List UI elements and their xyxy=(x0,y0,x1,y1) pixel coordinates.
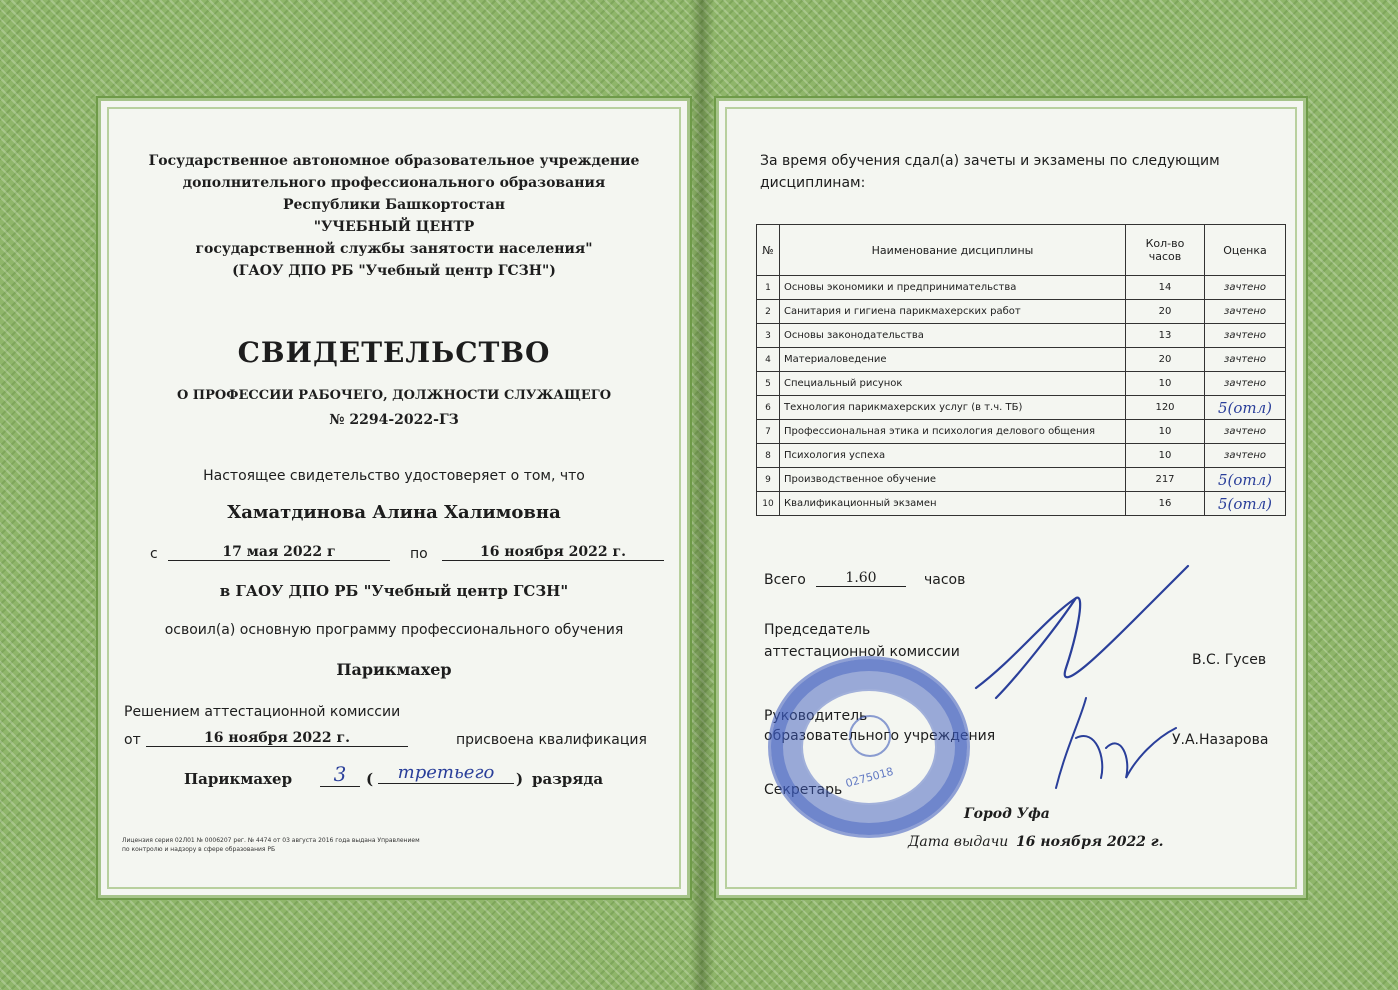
issue-city: Город Уфа xyxy=(964,806,1050,822)
chair-label-1: Председатель xyxy=(764,622,871,638)
mastered-text: освоил(а) основную программу профессионального обучения xyxy=(164,622,624,638)
table-row xyxy=(757,324,1286,348)
secretary-label: Секретарь xyxy=(764,782,843,798)
row-num: 5 xyxy=(757,372,780,396)
head-name: У.А.Назарова xyxy=(1172,732,1269,748)
certificate-left-page xyxy=(96,96,692,900)
total-unit: часов xyxy=(924,572,966,588)
certificate-subtitle: О ПРОФЕССИИ РАБОЧЕГО, ДОЛЖНОСТИ СЛУЖАЩЕГО xyxy=(176,388,612,403)
book-spine xyxy=(690,0,714,990)
row-discipline: Основы законодательства xyxy=(780,324,1126,348)
institution-name: в ГАОУ ДПО РБ "Учебный центр ГСЗН" xyxy=(219,582,569,600)
period-from-date: 17 мая 2022 г xyxy=(168,544,390,561)
row-num: 2 xyxy=(757,300,780,324)
assigned-label: присвоена квалификация xyxy=(456,732,647,748)
disciplines-table xyxy=(756,224,1286,516)
table-row xyxy=(757,300,1286,324)
profession-name: Парикмахер xyxy=(336,660,452,679)
row-discipline: Профессиональная этика и психология делового общения xyxy=(780,420,1126,444)
grade-paren-open: ( xyxy=(366,770,374,788)
head-label-2: образовательного учреждения xyxy=(764,728,996,744)
header-num: № xyxy=(757,225,780,276)
row-discipline: Санитария и гигиена парикмахерских работ xyxy=(780,300,1126,324)
row-hours: 16 xyxy=(1126,492,1205,516)
row-num: 9 xyxy=(757,468,780,492)
row-grade: зачтено xyxy=(1205,372,1286,396)
row-num: 8 xyxy=(757,444,780,468)
license-note: Лицензия серия 02Л01 № 0006207 рег. № 4474 от 03 августа 2016 года выдана Управлением по контролю и надзору в сфере образования РБ xyxy=(122,837,420,853)
chair-label-2: аттестационной комиссии xyxy=(764,644,960,660)
row-hours: 14 xyxy=(1126,276,1205,300)
row-hours: 120 xyxy=(1126,396,1205,420)
table-row xyxy=(757,372,1286,396)
grade-suffix: разряда xyxy=(532,770,604,788)
row-num: 6 xyxy=(757,396,780,420)
row-grade: зачтено xyxy=(1205,444,1286,468)
period-to-label: по xyxy=(410,546,428,562)
total-value: 1.60 xyxy=(816,570,906,587)
row-num: 3 xyxy=(757,324,780,348)
row-discipline: Основы экономики и предпринимательства xyxy=(780,276,1126,300)
row-num: 4 xyxy=(757,348,780,372)
grade-word: третьего xyxy=(378,762,514,784)
table-row xyxy=(757,396,1286,420)
table-row xyxy=(757,420,1286,444)
certificate-title: СВИДЕТЕЛЬСТВО xyxy=(237,336,551,369)
decision-date: 16 ноября 2022 г. xyxy=(146,730,408,747)
row-num: 10 xyxy=(757,492,780,516)
row-discipline: Материаловедение xyxy=(780,348,1126,372)
row-hours: 10 xyxy=(1126,444,1205,468)
row-num: 1 xyxy=(757,276,780,300)
row-grade: зачтено xyxy=(1205,276,1286,300)
row-discipline: Производственное обучение xyxy=(780,468,1126,492)
org-line: Республики Башкортостан xyxy=(283,197,505,213)
chair-name: В.С. Гусев xyxy=(1192,652,1267,668)
row-hours: 217 xyxy=(1126,468,1205,492)
certificate-right-page xyxy=(714,96,1308,900)
row-hours: 10 xyxy=(1126,420,1205,444)
table-row xyxy=(757,444,1286,468)
header-grade: Оценка xyxy=(1205,225,1286,276)
row-num: 7 xyxy=(757,420,780,444)
org-line: Государственное автономное образовательное учреждение xyxy=(148,153,640,169)
row-grade: зачтено xyxy=(1205,348,1286,372)
seal-number: 0275018 xyxy=(843,764,895,790)
org-line: "УЧЕБНЫЙ ЦЕНТР xyxy=(313,219,475,235)
grade-paren-close: ) xyxy=(516,770,524,788)
row-grade: зачтено xyxy=(1205,420,1286,444)
table-row xyxy=(757,492,1286,516)
decision-label: Решением аттестационной комиссии xyxy=(124,704,401,720)
table-row xyxy=(757,276,1286,300)
header-hours: Кол-во часов xyxy=(1126,225,1205,276)
header-name: Наименование дисциплины xyxy=(780,225,1126,276)
row-hours: 10 xyxy=(1126,372,1205,396)
row-discipline: Квалификационный экзамен xyxy=(780,492,1126,516)
official-seal xyxy=(768,656,970,838)
certifies-text: Настоящее свидетельство удостоверяет о том, что xyxy=(203,468,585,484)
exams-intro: За время обучения сдал(а) зачеты и экзамены по следующим дисциплинам: xyxy=(760,153,1220,191)
table-row xyxy=(757,348,1286,372)
row-grade: 5(отл) xyxy=(1205,396,1286,420)
total-label: Всего xyxy=(764,572,806,588)
org-line: государственной службы занятости населения" xyxy=(195,241,593,257)
issue-date-label: Дата выдачи xyxy=(908,834,1009,850)
period-to-date: 16 ноября 2022 г. xyxy=(442,544,664,561)
row-grade: 5(отл) xyxy=(1205,492,1286,516)
issue-date: 16 ноября 2022 г. xyxy=(1016,834,1164,850)
table-header-row xyxy=(757,225,1286,276)
holder-name: Хаматдинова Алина Халимовна xyxy=(227,502,561,523)
table-row xyxy=(757,468,1286,492)
decision-from-label: от xyxy=(124,732,141,748)
row-discipline: Технология парикмахерских услуг (в т.ч. ТБ) xyxy=(780,396,1126,420)
org-line: дополнительного профессионального образования xyxy=(182,175,606,191)
head-label-1: Руководитель xyxy=(764,708,868,724)
certificate-number: № 2294-2022-ГЗ xyxy=(329,412,459,428)
row-grade: 5(отл) xyxy=(1205,468,1286,492)
row-grade: зачтено xyxy=(1205,300,1286,324)
row-grade: зачтено xyxy=(1205,324,1286,348)
organization-block xyxy=(98,150,690,282)
row-hours: 20 xyxy=(1126,300,1205,324)
org-line: (ГАОУ ДПО РБ "Учебный центр ГСЗН") xyxy=(232,263,556,279)
period-from-label: с xyxy=(150,546,158,562)
qualification-profession: Парикмахер xyxy=(184,770,293,788)
grade-digit: 3 xyxy=(320,762,360,787)
row-discipline: Специальный рисунок xyxy=(780,372,1126,396)
row-hours: 20 xyxy=(1126,348,1205,372)
head-signature xyxy=(1046,688,1186,798)
seal-emblem-icon xyxy=(849,715,891,757)
row-discipline: Психология успеха xyxy=(780,444,1126,468)
row-hours: 13 xyxy=(1126,324,1205,348)
